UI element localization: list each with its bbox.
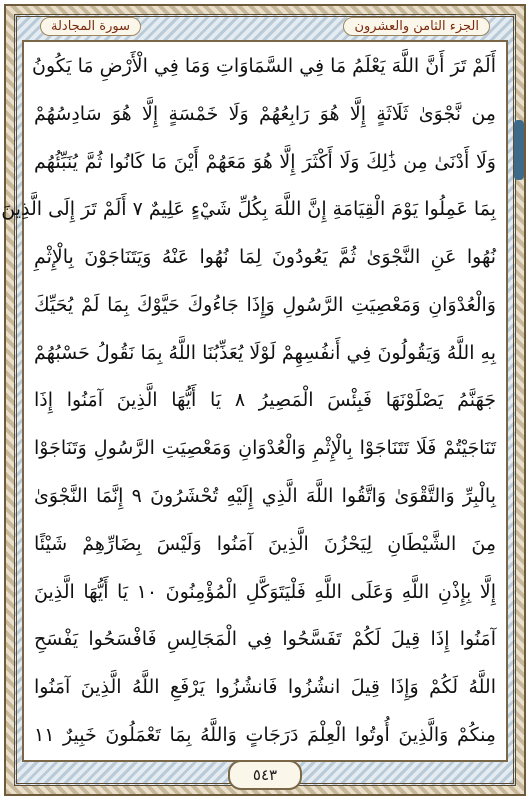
- text-line: مِن نَّجْوَىٰ ثَلَاثَةٍ إِلَّا هُوَ رَابِعُهُمْ وَلَا خَمْسَةٍ إِلَّا هُوَ سَادِسُهُمْ: [34, 102, 496, 125]
- text-line: وَالْعُدْوَانِ وَمَعْصِيَتِ الرَّسُولِ وَإِذَا جَاءُوكَ حَيَّوْكَ بِمَا لَمْ يُحَيِّكَ: [34, 293, 496, 316]
- hizb-side-marker: [514, 120, 524, 180]
- text-line: إِلَّا بِإِذْنِ اللَّهِ وَعَلَى اللَّهِ فَلْيَتَوَكَّلِ الْمُؤْمِنُونَ ١٠ يَا أَيُّهَا الَّذِينَ: [34, 580, 496, 603]
- text-line: بِهِ اللَّهُ وَيَقُولُونَ فِي أَنفُسِهِمْ لَوْلَا يُعَذِّبُنَا اللَّهُ بِمَا نَقُولُ حَسْبُهُمْ: [34, 341, 496, 364]
- text-line: بِمَا عَمِلُوا يَوْمَ الْقِيَامَةِ إِنَّ اللَّهَ بِكُلِّ شَيْءٍ عَلِيمٌ ٧ أَلَمْ تَرَ إِلَى الَّذِينَ: [1, 198, 496, 221]
- surah-name-label: سورة المجادلة: [40, 17, 141, 36]
- text-line: مِنكُمْ وَالَّذِينَ أُوتُوا الْعِلْمَ دَرَجَاتٍ وَاللَّهُ بِمَا تَعْمَلُونَ خَبِيرٌ ١١: [34, 723, 496, 746]
- text-line: جَهَنَّمُ يَصْلَوْنَهَا فَبِئْسَ الْمَصِيرُ ٨ يَا أَيُّهَا الَّذِينَ آمَنُوا إِذَا: [34, 389, 497, 412]
- text-line: آمَنُوا إِذَا قِيلَ لَكُمْ تَفَسَّحُوا فِي الْمَجَالِسِ فَافْسَحُوا يَفْسَحِ: [34, 628, 496, 651]
- text-line: تَنَاجَيْتُمْ فَلَا تَتَنَاجَوْا بِالْإِثْمِ وَالْعُدْوَانِ وَمَعْصِيَتِ الرَّسُولِ وَتَنَاجَوْا: [34, 437, 496, 460]
- text-line: وَلَا أَدْنَىٰ مِن ذَٰلِكَ وَلَا أَكْثَرَ إِلَّا هُوَ مَعَهُمْ أَيْنَ مَا كَانُوا ثُمَّ يُنَبِّئُهُم: [34, 150, 496, 173]
- page-number-badge: ٥٤٣: [228, 760, 302, 790]
- text-line: مِنَ الشَّيْطَانِ لِيَحْزُنَ الَّذِينَ آمَنُوا وَلَيْسَ بِضَارِّهِمْ شَيْئًا: [34, 532, 496, 555]
- juz-label: الجزء الثامن والعشرون: [343, 17, 490, 36]
- text-line: نُهُوا عَنِ النَّجْوَىٰ ثُمَّ يَعُودُونَ لِمَا نُهُوا عَنْهُ وَيَتَنَاجَوْنَ بِالْإِثْمِ: [34, 246, 496, 269]
- page-header: [22, 14, 508, 38]
- quran-text-block: [1, 50, 497, 752]
- text-line: اللَّهُ لَكُمْ وَإِذَا قِيلَ انشُزُوا فَانشُزُوا يَرْفَعِ اللَّهُ الَّذِينَ آمَنُوا: [34, 676, 496, 699]
- text-line: بِالْبِرِّ وَالتَّقْوَىٰ وَاتَّقُوا اللَّهَ الَّذِي إِلَيْهِ تُحْشَرُونَ ٩ إِنَّمَا النَّجْوَىٰ: [34, 485, 496, 508]
- text-line: أَلَمْ تَرَ أَنَّ اللَّهَ يَعْلَمُ مَا فِي السَّمَاوَاتِ وَمَا فِي الْأَرْضِ مَا يَكُونُ: [32, 55, 496, 77]
